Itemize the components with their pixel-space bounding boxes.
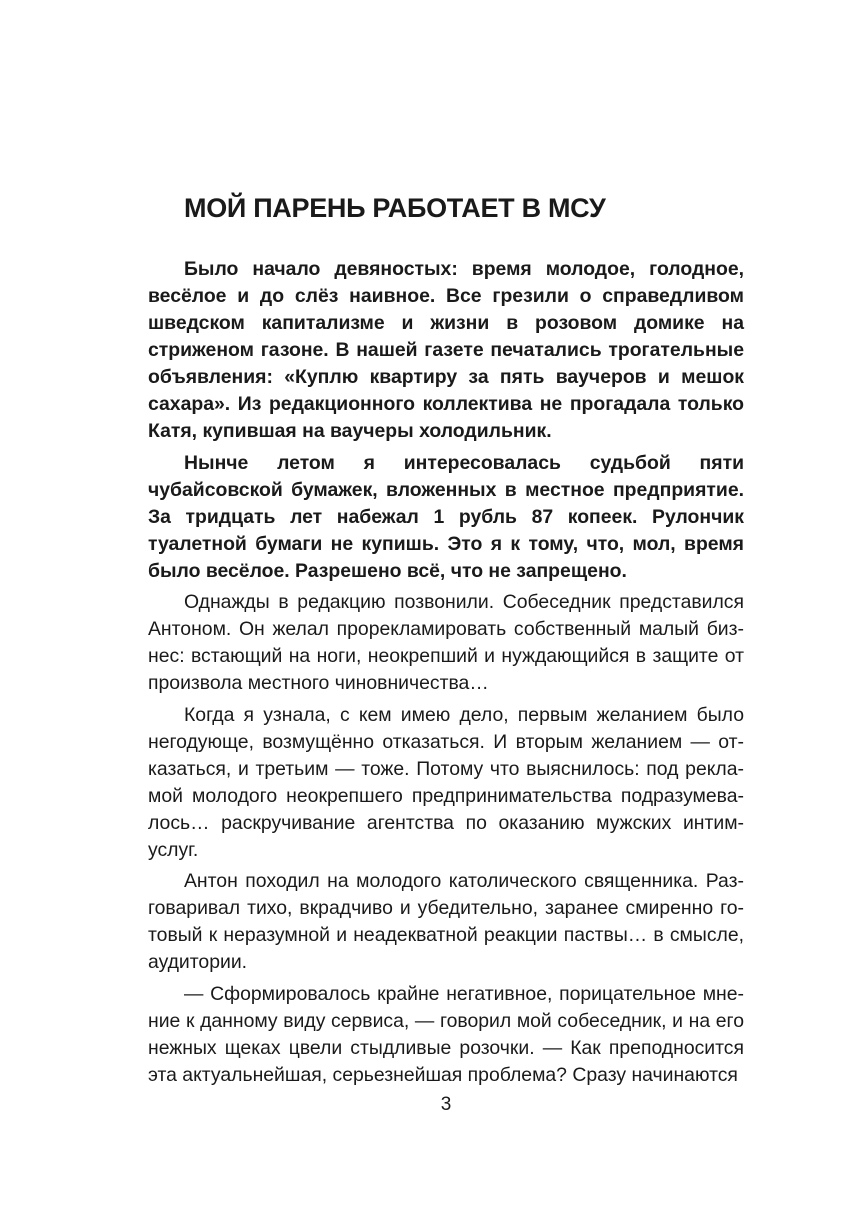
chapter-body	[148, 256, 744, 1093]
paragraph-2: Нынче летом я интересовалась судьбой пяти чубайсовской бумажек, вложенных в местное предприятие. За тридцать лет набежал 1 рубль 87 копеек. Рулончик туалетной бумаги не купишь. Это я к тому, что, мол, время было весёлое. Разрешено всё, что не запрещено.	[148, 451, 744, 582]
paragraph-4: Когда я узнала, с кем имею дело, первым желанием было негодующе, возмущённо отказаться. И вторым желанием — отказаться, и третьим — тоже. Потому что выяснилось: под рекламой молодого неокрепшего предпринимательства подразумевалось… раскручивание агентства по оказанию мужских интим-услуг.	[148, 703, 744, 861]
paragraph-3: Однажды в редакцию позвонили. Собеседник представился Антоном. Он желал прорекламировать собственный малый бизнес: встающий на ноги, неокрепший и нуждающийся в защите от произвола местного чиновничества…	[148, 591, 744, 694]
paragraph-1: Было начало девяностых: время молодое, голодное, весёлое и до слёз наивное. Все грезили о справедливом шведском капитализме и жизни в розовом домике на стриженом газоне. В нашей газете печатались трогательные объявления: «Куплю квартиру за пять ваучеров и мешок сахара». Из редакционного коллектива не прогадала только Катя, купившая на ваучеры холодильник.	[148, 258, 744, 442]
paragraph-6: — Сформировалось крайне негативное, порицательное мнение к данному виду сервиса, — говорил мой собеседник, и на его нежных щеках цвели стыдливые розочки. — Как преподносится эта актуальнейшая, серьезнейшая проблема? Сразу начинаются	[148, 982, 744, 1086]
book-page	[148, 0, 744, 1211]
chapter-title: МОЙ ПАРЕНЬ РАБОТАЕТ В МСУ	[184, 193, 606, 223]
page-number: 3	[440, 1094, 452, 1115]
paragraph-5: Антон походил на молодого католического священника. Разговаривал тихо, вкрадчиво и убедительно, заранее смиренно готовый к неразумной и неадекватной реакции паствы… в смысле, аудитории.	[148, 870, 744, 973]
